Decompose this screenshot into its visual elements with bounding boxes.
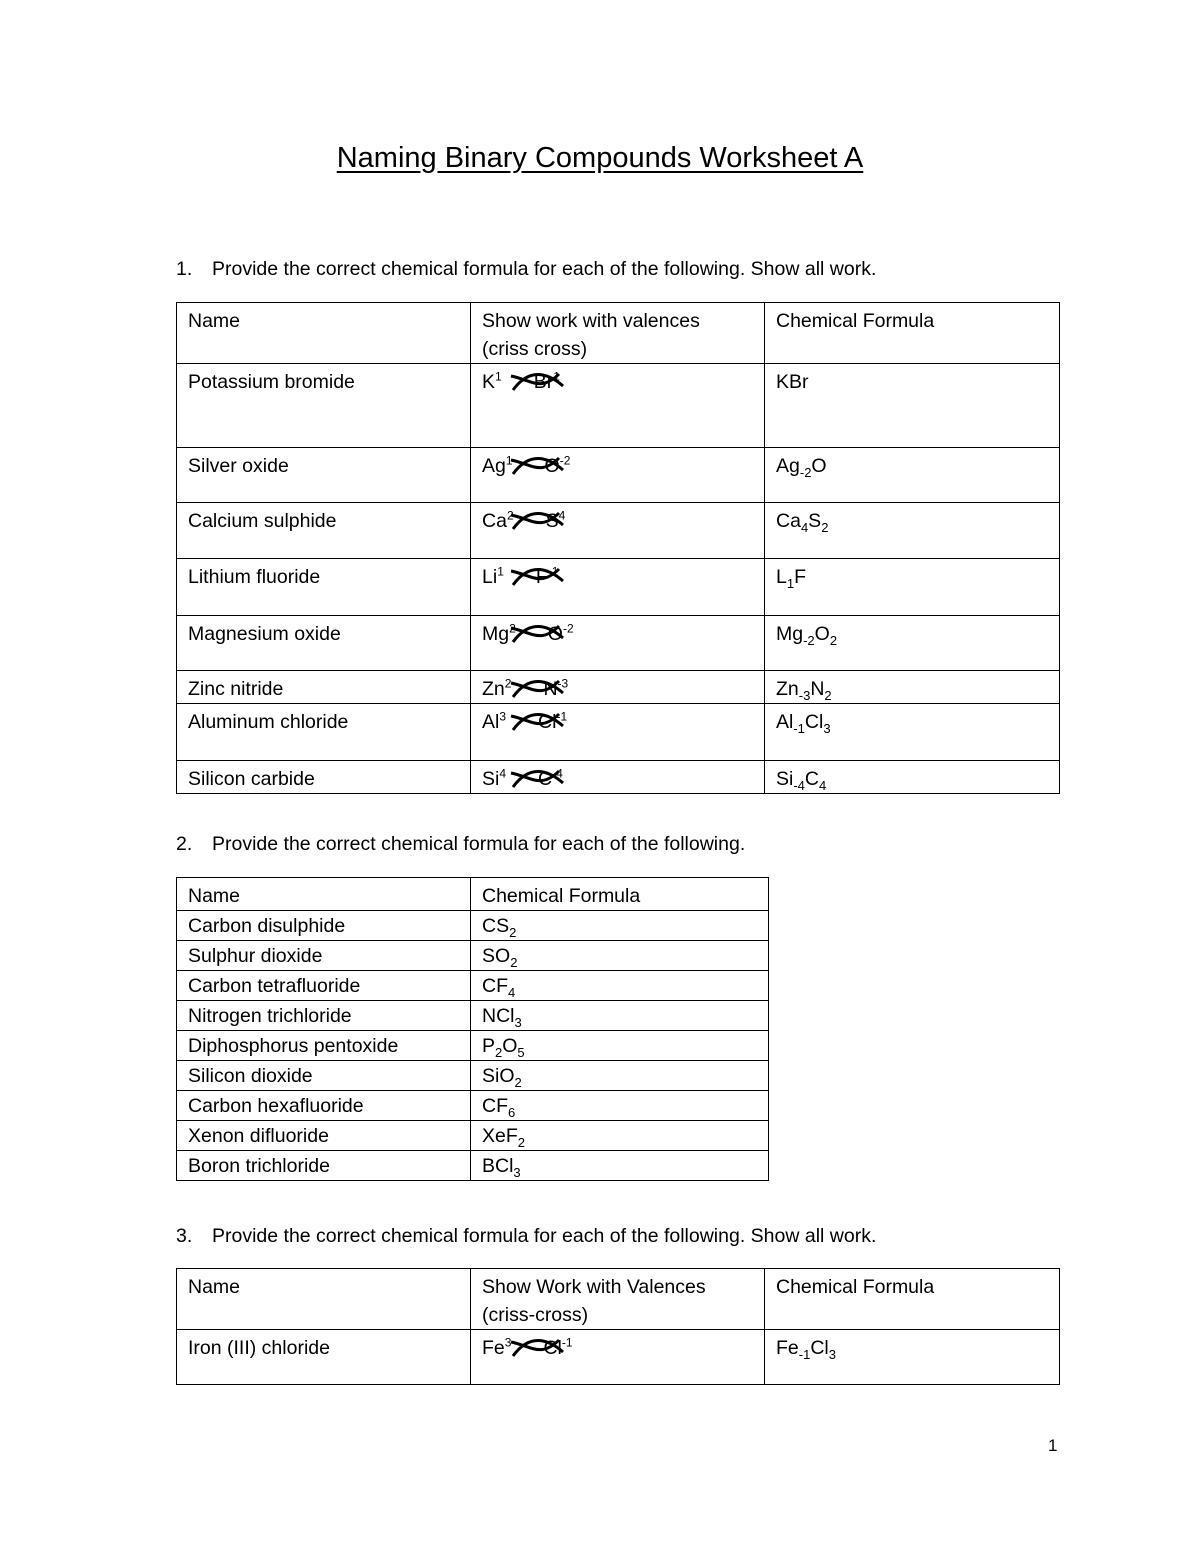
valence-work [482,708,567,736]
header-name: Name [177,878,471,911]
question-instruction: Provide the correct chemical formula for each of the following. Show all work. [212,1225,877,1247]
chemical-formula: $Zn_{-3}N_2$ [765,671,1060,704]
valence-b: -1 [556,709,568,724]
table-row [177,941,769,971]
compound-name: Carbon disulphide [177,911,471,941]
element-a: Fe [482,1337,505,1359]
valence-a: 2 [509,621,516,636]
element-a: Ca [482,510,507,532]
table-row [177,448,1060,503]
compound-name: Sulphur dioxide [177,941,471,971]
table-row [177,364,1060,448]
element-b: Cl [543,1337,562,1359]
header-name: Name [177,1269,471,1330]
valence-b: 1 [553,369,560,384]
compound-name: Lithium fluoride [177,559,471,616]
compound-name: Potassium bromide [177,364,471,448]
valence-a: 2 [506,508,514,523]
question-instruction: Provide the correct chemical formula for each of the following. Show all work. [212,258,877,280]
element-b: O [547,623,563,645]
compound-name: Calcium sulphide [177,503,471,559]
valence-work [482,620,574,648]
header-name: Name [177,303,471,364]
chemical-formula: $Al_{-1}Cl_3$ [765,704,1060,761]
table-row [177,911,769,941]
valence-a: 1 [497,564,504,579]
chemical-formula: $SO_2$ [471,941,769,971]
compound-name: Silver oxide [177,448,471,503]
table-row [177,1330,1060,1385]
valence-work-cell [471,448,765,503]
valence-a: 1 [495,369,502,384]
table-row [177,503,1060,559]
criss-cross-table-1 [176,302,1060,794]
element-b: C [538,768,553,790]
question-number: 2. [176,833,193,855]
question-instruction: Provide the correct chemical formula for each of the following. [212,833,746,855]
valence-work [482,563,558,591]
compound-name: Iron (III) chloride [177,1330,471,1385]
header-work: Show Work with Valences (criss-cross) [471,1269,765,1330]
element-b: F [535,566,548,588]
question-number: 3. [176,1225,193,1247]
element-b: Br [533,371,554,393]
table-row [177,616,1060,671]
table-row [177,1031,769,1061]
valence-work [482,368,560,396]
valence-work [482,765,563,793]
table-row [177,761,1060,794]
compound-name: Carbon hexafluoride [177,1091,471,1121]
chemical-formula: $CF_4$ [471,971,769,1001]
valence-b: 4 [558,508,566,523]
valence-b: -2 [562,621,574,636]
valence-a: 2 [504,676,512,691]
chemical-formula: BCl$_3$ [471,1151,769,1181]
chemical-formula: $CS_2$ [471,911,769,941]
compound-name: Silicon carbide [177,761,471,794]
valence-work [482,675,568,703]
chemical-formula: NCl$_3$ [471,1001,769,1031]
valence-b: -4 [552,766,563,781]
compound-name: Boron trichloride [177,1151,471,1181]
formula-table-2 [176,877,769,1181]
chemical-formula: $CF_6$ [471,1091,769,1121]
table-row [177,704,1060,761]
compound-name: Zinc nitride [177,671,471,704]
worksheet-title: Naming Binary Compounds Worksheet A [336,142,864,174]
chemical-formula: $Si_{-4}C_4$ [765,761,1060,794]
compound-name: Magnesium oxide [177,616,471,671]
element-b: N [543,678,558,700]
chemical-formula: $Fe_{-1}Cl_3$ [765,1330,1060,1385]
table-row [177,1121,769,1151]
header-formula: Chemical Formula [471,878,769,911]
compound-name: Xenon difluoride [177,1121,471,1151]
valence-a: 3 [504,1335,512,1350]
chemical-formula: $P_2O_5$ [471,1031,769,1061]
chemical-formula: XeF$_2$ [471,1121,769,1151]
element-a: Ag [482,455,506,477]
chemical-formula: $L_1F$ [765,559,1060,616]
question-number: 1. [176,258,193,280]
element-a: K [482,371,496,393]
element-a: Si [482,768,500,790]
header-formula: Chemical Formula [765,303,1060,364]
compound-name: Carbon tetrafluoride [177,971,471,1001]
valence-a: 1 [505,453,513,468]
valence-work-cell [471,704,765,761]
header-formula: Chemical Formula [765,1269,1060,1330]
table-row [177,1151,769,1181]
element-b: Cl [538,711,557,733]
valence-b: -1 [547,564,559,579]
table-header-row [177,1269,1060,1330]
question-3 [176,1225,876,1248]
table-row [177,559,1060,616]
valence-a: 3 [499,709,507,724]
compound-name: Nitrogen trichloride [177,1001,471,1031]
element-a: Zn [482,678,505,700]
valence-work-cell [471,1330,765,1385]
table-row [177,1001,769,1031]
valence-work-cell [471,559,765,616]
element-b: O [544,455,560,477]
valence-b: -3 [557,676,569,691]
chemical-formula: $Ag_{-2}O$ [765,448,1060,503]
table-row [177,1091,769,1121]
chemical-formula: SiO$_2$ [471,1061,769,1091]
element-a: Li [482,566,498,588]
valence-work-cell [471,761,765,794]
chemical-formula: $Ca_4S_2$ [765,503,1060,559]
valence-work [482,507,565,535]
valence-b: -2 [559,453,571,468]
compound-name: Silicon dioxide [177,1061,471,1091]
valence-work-cell [471,671,765,704]
compound-name: Diphosphorus pentoxide [177,1031,471,1061]
valence-work [482,1334,573,1362]
page-number: 1 [1048,1436,1058,1455]
criss-cross-table-3 [176,1268,1060,1385]
element-b: S [545,510,559,532]
valence-work [482,452,570,480]
table-header-row [177,878,769,911]
table-header-row [177,303,1060,364]
table-row [177,971,769,1001]
question-2 [176,833,745,856]
question-1 [176,258,876,281]
valence-a: 4 [499,766,507,781]
element-a: Al [482,711,500,733]
compound-name: Aluminum chloride [177,704,471,761]
header-work: Show work with valences (criss cross) [471,303,765,364]
table-row [177,671,1060,704]
table-row [177,1061,769,1091]
valence-b: -1 [561,1335,573,1350]
valence-work-cell [471,364,765,448]
element-a: Mg [482,623,510,645]
valence-work-cell [471,616,765,671]
chemical-formula: KBr [765,364,1060,448]
chemical-formula: $Mg_{-2}O_2$ [765,616,1060,671]
valence-work-cell [471,503,765,559]
